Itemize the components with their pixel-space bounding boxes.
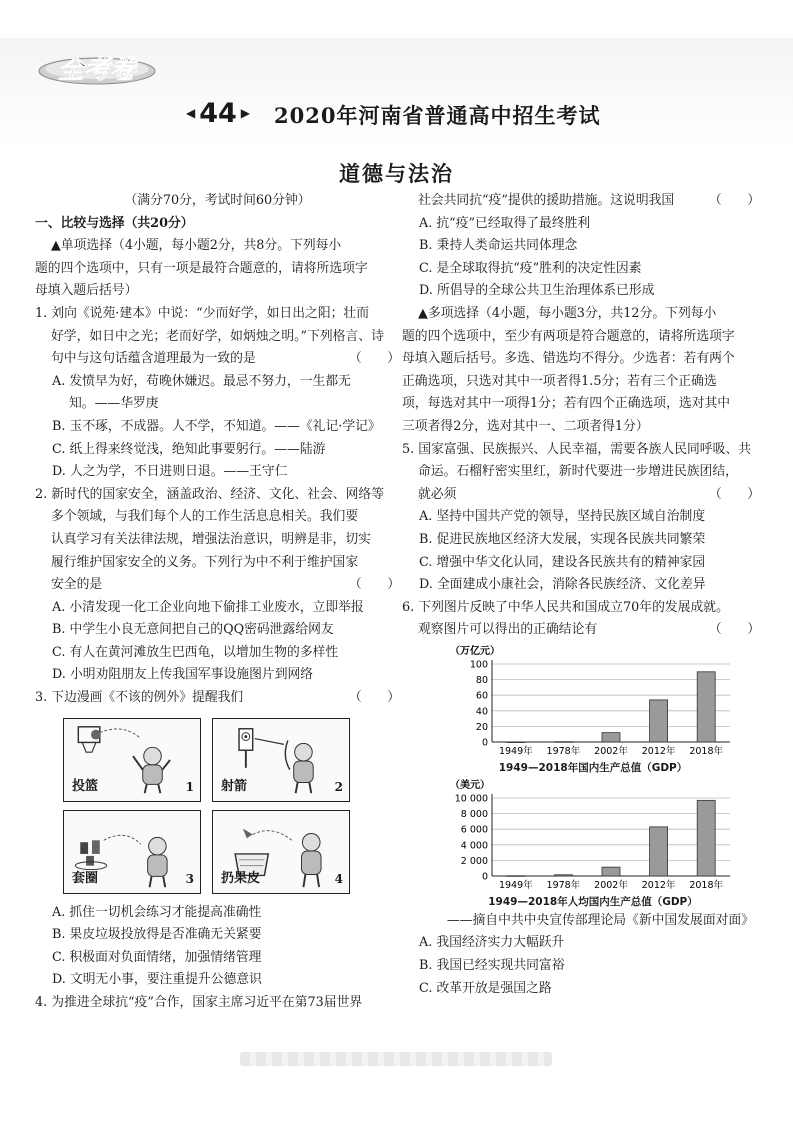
q1-option-a-cont: 知。——华罗庚: [69, 396, 159, 412]
q2-stem-2: 多个领域，与我们每个人的工作生活息息相关。我们要: [51, 509, 359, 525]
gdp-chart-block: [448, 642, 738, 910]
y-tick-label: 2 000: [460, 855, 488, 867]
cartoon-number-1: 1: [185, 780, 194, 795]
y-tick-label: 40: [475, 706, 488, 718]
x-tick-label: 1978年: [546, 879, 581, 891]
exam-info: （满分70分，考试时间60分钟）: [124, 193, 311, 208]
cartoon-number-2: 2: [334, 780, 343, 795]
x-tick-label: 2012年: [641, 879, 676, 891]
section1-title: 一、比较与选择（共20分）: [35, 215, 194, 231]
right-column: [402, 190, 760, 1000]
single-choice-intro-2: 题的四个选项中，只有一项是最符合题意的，请将所选项字: [35, 260, 368, 276]
q4-option-b: B. 秉持人类命运共同体理念: [419, 238, 578, 254]
q3-option-a: A. 抓住一切机会练习才能提高准确性: [52, 904, 262, 920]
footer-watermark: [240, 1052, 552, 1066]
q6-option-c: C. 改革开放是强国之路: [419, 980, 552, 996]
q1-option-b: B. 玉不琢，不成器。人不学，不知道。——《礼记·学记》: [52, 418, 381, 434]
q1-answer-paren[interactable]: （ ）: [348, 351, 400, 367]
bar-2002年: [602, 867, 620, 876]
q6-stem-2: 观察图片可以得出的正确结论有 （ ）: [402, 619, 760, 642]
x-tick-label: 1949年: [498, 745, 533, 757]
cartoon-caption-4: 扔果皮: [221, 871, 261, 887]
x-tick-label: 2002年: [594, 745, 628, 757]
subject-title: 道德与法治: [339, 162, 454, 186]
q3-option-c: C. 积极面对负面情绪，加强情绪管理: [52, 949, 262, 965]
q5-answer-paren[interactable]: （ ）: [708, 486, 760, 502]
q1-option-d: D. 人之为学，不日进则日退。——王守仁: [52, 464, 288, 480]
q6-option-a: A. 我国经济实力大幅跃升: [419, 935, 565, 951]
bar-2018年: [697, 672, 715, 742]
q3-answer-paren[interactable]: （ ）: [348, 690, 400, 706]
q5-option-a: A. 坚持中国共产党的领导，坚持民族区域自治制度: [419, 509, 706, 525]
paper-number: [176, 98, 260, 128]
multi-choice-intro-2: 题的四个选项中，至少有两项是符合题意的，请将所选项字: [402, 328, 735, 344]
q5-option-b: B. 促进民族地区经济大发展，实现各民族共同繁荣: [419, 531, 706, 547]
multi-choice-intro-4: 正确选项，只选对其中一项者得1.5分；若有三个正确选: [402, 373, 717, 389]
quankaojuan-logo: [36, 40, 158, 88]
x-tick-label: 1978年: [546, 745, 581, 757]
q1-stem-1: 1. 刘向《说苑·建本》中说：“少而好学，如日出之阳；壮而: [35, 305, 370, 321]
cartoon-panel-throw-peel: [212, 810, 350, 894]
q5-stem-2: 命运。石榴籽密实里红，新时代要进一步增进民族团结，: [418, 464, 738, 480]
q2-stem-5: 安全的是 （ ）: [35, 574, 400, 597]
bar-1949年: [507, 742, 525, 743]
q1-option-c: C. 纸上得来终觉浅，绝知此事要躬行。——陆游: [52, 441, 326, 457]
y-tick-label: 60: [475, 690, 488, 702]
cartoon-caption-1: 投篮: [72, 779, 99, 795]
q5-option-c: C. 增强中华文化认同，建设各民族共有的精神家园: [419, 554, 706, 570]
q4-option-a: A. 抗“疫”已经取得了最终胜利: [419, 215, 591, 231]
q4-answer-paren[interactable]: （ ）: [708, 193, 760, 208]
left-column: [35, 190, 400, 1015]
exam-title: 2020年河南省普通高中招生考试: [274, 103, 601, 128]
q2-option-d: D. 小明劝阻朋友上传我国军事设施图片到网络: [52, 667, 314, 683]
bar-2018年: [697, 800, 715, 876]
gdp-bar-chart: [448, 642, 738, 760]
x-tick-label: 2018年: [689, 745, 724, 757]
q6-answer-paren[interactable]: （ ）: [708, 622, 760, 638]
bar-1978年: [554, 742, 572, 743]
q6-source: ——摘自中共中央宣传部理论局《新中国发展面对面》: [446, 912, 754, 928]
bar-1949年: [507, 876, 525, 877]
cartoon-caption-2: 射箭: [221, 779, 248, 795]
multi-choice-intro-3: 母填入题后括号。多选、错选均不得分。少选者：若有两个: [402, 351, 735, 367]
x-tick-label: 2018年: [689, 879, 724, 891]
logo-text: 全考卷: [57, 55, 137, 85]
x-tick-label: 2002年: [594, 879, 628, 891]
q5-option-d: D. 全面建成小康社会，消除各民族经济、文化差异: [419, 577, 706, 593]
q5-stem-1: 5. 国家富强、民族振兴、人民幸福，需要各族人民同呼吸、共: [402, 441, 751, 457]
multi-choice-intro-5: 项，每选对其中一项得1分；若有四个正确选项，选对其中: [402, 396, 731, 412]
q1-option-a: A. 发愤早为好，苟晚休嫌迟。最忌不努力，一生都无: [52, 373, 351, 389]
bar-2002年: [602, 733, 620, 742]
q2-stem-4: 履行维护国家安全的义务。下列行为中不利于维护国家: [51, 554, 359, 570]
paper-number-value: 44: [199, 97, 237, 129]
q1-stem-2: 好学，如日中之光；老而好学，如炳烛之明。”下列格言、诗: [51, 328, 384, 344]
bar-2012年: [650, 827, 668, 876]
q2-option-a: A. 小清发现一化工企业向地下偷排工业废水，立即举报: [52, 599, 364, 615]
cartoon-number-3: 3: [185, 872, 194, 887]
y-tick-label: 4 000: [460, 840, 488, 852]
y-tick-label: 0: [481, 871, 488, 883]
cartoon-panel-archery: [212, 718, 350, 802]
y-tick-label: 8 000: [460, 808, 488, 820]
bar-1978年: [554, 875, 572, 876]
right-triangle-icon: ▶: [240, 106, 251, 120]
y-tick-label: 6 000: [460, 824, 488, 836]
q2-option-b: B. 中学生小良无意间把自己的QQ密码泄露给网友: [52, 622, 334, 638]
cartoon-panel-ring-toss: [63, 810, 201, 894]
q2-option-c: C. 有人在黄河滩放生巴西龟，以增加生物的多样性: [52, 644, 339, 660]
chart-unit-label: （万亿元）: [450, 645, 500, 657]
q2-stem-3: 认真学习有关法律法规，增强法治意识，明辨是非，切实: [51, 531, 371, 547]
q6-stem-1: 6. 下列图片反映了中华人民共和国成立70年的发展成就。: [402, 599, 729, 615]
multi-choice-intro-6: 三项者得2分，选对其中一、二项者得1分）: [402, 418, 649, 434]
q2-answer-paren[interactable]: （ ）: [348, 577, 400, 593]
x-tick-label: 1949年: [498, 879, 533, 891]
q4-option-c: C. 是全球取得抗“疫”胜利的决定性因素: [419, 260, 642, 276]
q2-stem-1: 2. 新时代的国家安全，涵盖政治、经济、文化、社会、网络等: [35, 486, 384, 502]
q4-stem-start: 4. 为推进全球抗“疫”合作，国家主席习近平在第73届世界: [35, 995, 363, 1011]
left-triangle-icon: ◀: [185, 106, 196, 120]
gdp-per-capita-chart-title: 1949—2018年人均国内生产总值（GDP）: [488, 895, 698, 908]
y-tick-label: 10 000: [454, 793, 488, 805]
x-tick-label: 2012年: [641, 745, 676, 757]
cartoon-caption-3: 套圈: [72, 871, 99, 887]
q3-option-d: D. 文明无小事，要注重提升公德意识: [52, 972, 262, 988]
cartoon-panel-basketball: [63, 718, 201, 802]
y-tick-label: 80: [475, 674, 488, 686]
y-tick-label: 100: [469, 659, 488, 671]
q1-stem-3: 句中与这句话蕴含道理最为一致的是 （ ）: [35, 348, 400, 371]
y-tick-label: 0: [481, 737, 488, 749]
y-tick-label: 20: [475, 721, 488, 733]
cartoon-number-4: 4: [334, 872, 343, 887]
gdp-chart-title: 1949—2018年国内生产总值（GDP）: [498, 761, 688, 774]
single-choice-intro-3: 母填入题后括号）: [35, 283, 138, 299]
q3-option-b: B. 果皮垃圾投放得是否准确无关紧要: [52, 927, 262, 943]
q6-option-b: B. 我国已经实现共同富裕: [419, 958, 565, 974]
q4-option-d: D. 所倡导的全球公共卫生治理体系已形成: [419, 283, 655, 299]
gdp-per-capita-bar-chart: [448, 776, 738, 894]
q4-stem-cont: 社会共同抗“疫”提供的援助措施。这说明我国 （ ）: [402, 190, 760, 213]
q5-stem-3: 就必须 （ ）: [402, 484, 760, 507]
q3-stem: 3. 下边漫画《不该的例外》提醒我们 （ ）: [35, 687, 400, 710]
single-choice-intro-1: ▲单项选择（4小题，每小题2分，共8分。下列每小: [51, 238, 342, 254]
bar-2012年: [650, 700, 668, 742]
chart-unit-label: （美元）: [450, 779, 490, 791]
multi-choice-intro-1: ▲多项选择（4小题，每小题3分，共12分。下列每小: [418, 305, 717, 321]
cartoon-panels: [63, 718, 400, 894]
